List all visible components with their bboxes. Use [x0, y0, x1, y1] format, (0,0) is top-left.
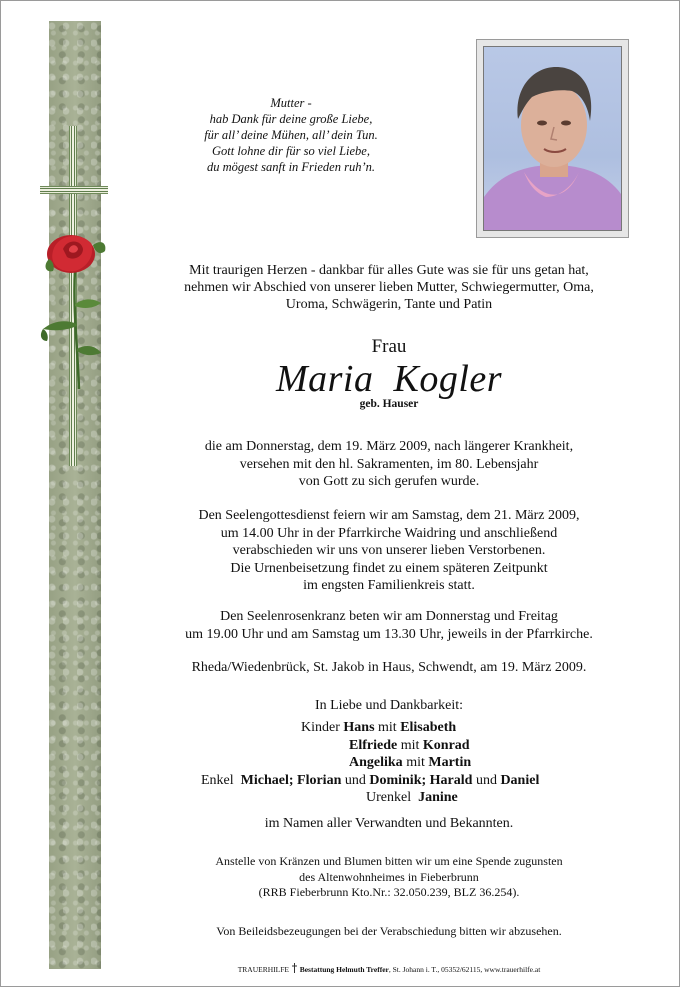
funeral-mass-text [111, 507, 667, 595]
connector: und [475, 772, 497, 788]
family-member: Martin [428, 755, 472, 770]
donation-line: Anstelle von Kränzen und Blumen bitten wir um eine Spende zugunsten [215, 854, 563, 868]
footer-details: , St. Johann i. T., 05352/62115, www.trauerhilfe.at [388, 965, 541, 974]
mass-line: verabschieden wir uns von unserer lieben Verstorbenen. [232, 543, 546, 558]
footer [111, 963, 667, 974]
rosary-text [111, 608, 667, 643]
intro-line: Uroma, Schwägerin, Tante und Patin [285, 297, 493, 312]
connector: und [344, 772, 366, 788]
poem-line: Mutter - [270, 96, 312, 110]
enkel-label: Enkel [201, 772, 234, 788]
family-member: Konrad [422, 737, 470, 753]
connector: mit [400, 737, 420, 753]
intro-text [111, 262, 667, 313]
donation-text [111, 854, 667, 901]
connector: mit [406, 755, 425, 770]
poem-line: Gott lohne dir für so viel Liebe, [212, 144, 370, 158]
intro-line: Mit traurigen Herzen - dankbar für alles Gute was sie für uns getan hat, [189, 263, 589, 278]
condolence-note: Von Beileidsbezeugungen bei der Verabschiedung bitten wir abzusehen. [216, 924, 562, 938]
relatives-line: im Namen aller Verwandten und Bekannten. [264, 816, 514, 831]
family-member: Michael; Florian [240, 772, 342, 788]
salutation: Frau [371, 336, 407, 357]
family-member: Hans [343, 720, 375, 735]
family-row-kinder-3 [111, 754, 667, 772]
place-date: Rheda/Wiedenbrück, St. Jakob in Haus, Schwendt, am 19. März 2009. [191, 660, 587, 675]
family-row-enkel [111, 772, 667, 790]
family-row-urenkel [111, 789, 667, 807]
rose-icon [35, 229, 115, 399]
birth-name: geb. Hauser [359, 398, 419, 410]
family-member: Dominik; Harald [369, 772, 473, 788]
poem-line: hab Dank für deine große Liebe, [209, 112, 373, 126]
deceased-name: Maria Kogler [275, 358, 503, 400]
death-notice-line: von Gott zu sich gerufen wurde. [298, 474, 480, 489]
donation-line: des Altenwohnheimes in Fieberbrunn [299, 869, 479, 884]
urenkel-label: Urenkel [366, 790, 412, 805]
family-member: Elisabeth [400, 720, 457, 735]
cross-horizontal-beam [40, 186, 108, 194]
family-list [111, 719, 667, 807]
connector: mit [378, 720, 397, 735]
rosary-line: um 19.00 Uhr und am Samstag um 13.30 Uhr, jeweils in der Pfarrkirche. [185, 626, 593, 642]
death-notice-line: die am Donnerstag, dem 19. März 2009, nach längerer Krankheit, [204, 439, 574, 454]
footer-logo-icon [291, 963, 298, 973]
portrait-illustration [484, 47, 622, 231]
poem-line: für all’ deine Mühen, all’ dein Tun. [204, 128, 378, 142]
family-member: Daniel [500, 772, 540, 788]
footer-brand: TRAUERHILFE [237, 965, 289, 974]
intro-line: nehmen wir Abschied von unserer lieben Mutter, Schwiegermutter, Oma, [184, 280, 594, 295]
rosary-line: Den Seelenrosenkranz beten wir am Donnerstag und Freitag [220, 609, 558, 624]
poem-line: du mögest sanft in Frieden ruh’n. [206, 160, 376, 174]
portrait-photo [483, 46, 622, 231]
donation-line: (RRB Fieberbrunn Kto.Nr.: 32.050.239, BLZ 36.254). [258, 885, 520, 899]
mass-line: Die Urnenbeisetzung findet zu einem späteren Zeitpunkt [230, 560, 548, 576]
family-row-kinder-1 [111, 719, 667, 737]
family-member: Janine [418, 790, 458, 805]
death-notice-line: versehen mit den hl. Sakramenten, im 80. Lebensjahr [239, 456, 539, 472]
love-line: In Liebe und Dankbarkeit: [314, 698, 464, 713]
poem [161, 95, 421, 175]
family-member: Elfriede [349, 737, 398, 753]
footer-company: Bestattung Helmuth Treffer [299, 965, 389, 974]
mass-line: Den Seelengottesdienst feiern wir am Samstag, dem 21. März 2009, [198, 508, 580, 523]
death-notice [111, 438, 667, 491]
portrait-frame [476, 39, 629, 238]
family-member: Angelika [349, 755, 403, 770]
mass-line: im engsten Familienkreis statt. [303, 578, 475, 593]
kinder-label: Kinder [301, 720, 340, 735]
family-row-kinder-2 [111, 737, 667, 755]
mass-line: um 14.00 Uhr in der Pfarrkirche Waidring und anschließend [220, 525, 558, 541]
